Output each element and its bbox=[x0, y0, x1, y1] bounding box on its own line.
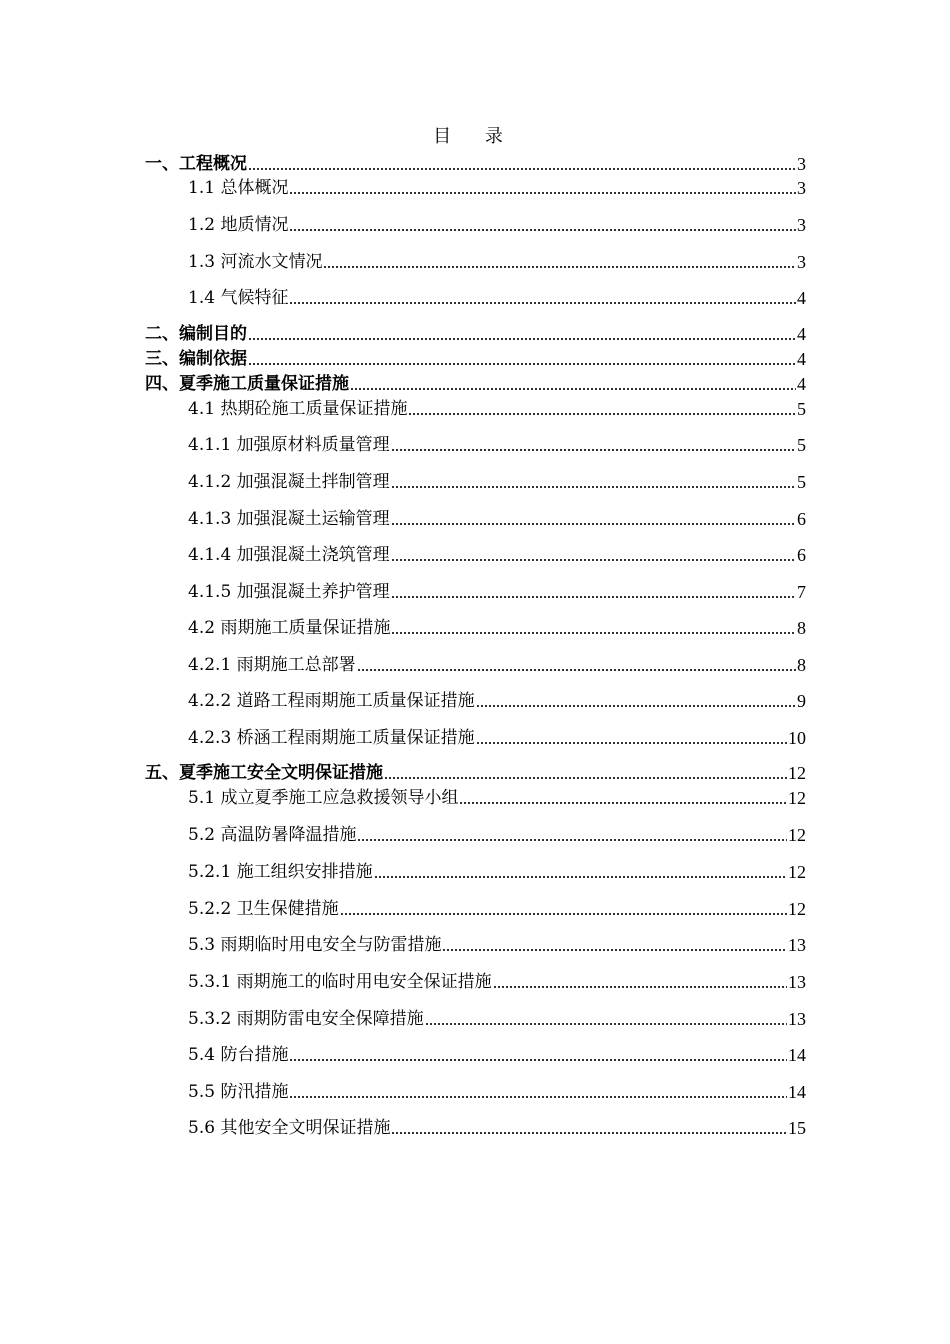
toc-dot-leader bbox=[391, 523, 796, 525]
toc-dot-leader bbox=[391, 559, 796, 561]
toc-dot-leader bbox=[374, 876, 787, 878]
toc-dot-leader bbox=[340, 913, 787, 915]
toc-entry[interactable] bbox=[145, 372, 806, 394]
toc-entry-title: 五、夏季施工安全文明保证措施 bbox=[145, 763, 383, 783]
toc-dot-leader bbox=[289, 192, 796, 194]
toc-page-number: 10 bbox=[788, 728, 806, 748]
toc-entry[interactable] bbox=[188, 1080, 806, 1102]
toc-entry[interactable] bbox=[188, 397, 806, 419]
toc-entry[interactable] bbox=[188, 286, 806, 308]
toc-entry[interactable] bbox=[188, 823, 806, 845]
toc-entry-title: 1.3 河流水文情况 bbox=[188, 252, 323, 272]
toc-entry-title: 5.2.1 施工组织安排措施 bbox=[188, 862, 373, 882]
toc-dot-leader bbox=[357, 839, 787, 841]
toc-page-number: 4 bbox=[797, 288, 806, 308]
toc-dot-leader bbox=[442, 949, 787, 951]
toc-title: 目 录 bbox=[433, 126, 517, 147]
toc-entry-title: 5.2.2 卫生保健措施 bbox=[188, 899, 339, 919]
toc-entry-title: 5.1 成立夏季施工应急救援领导小组 bbox=[188, 788, 459, 808]
toc-entry[interactable] bbox=[188, 433, 806, 455]
toc-page-number: 12 bbox=[788, 862, 806, 882]
toc-entry[interactable] bbox=[188, 543, 806, 565]
toc-dot-leader bbox=[248, 363, 796, 365]
toc-entry[interactable] bbox=[188, 970, 806, 992]
toc-entry-title: 4.2.3 桥涵工程雨期施工质量保证措施 bbox=[188, 728, 475, 748]
toc-entry[interactable] bbox=[188, 1007, 806, 1029]
toc-entry-title: 4.2.1 雨期施工总部署 bbox=[188, 655, 356, 675]
toc-entry[interactable] bbox=[188, 689, 806, 711]
toc-dot-leader bbox=[391, 449, 796, 451]
toc-page-number: 6 bbox=[797, 545, 806, 565]
toc-entry-title: 4.1 热期砼施工质量保证措施 bbox=[188, 399, 408, 419]
toc-page-number: 3 bbox=[797, 178, 806, 198]
toc-entry-title: 4.2 雨期施工质量保证措施 bbox=[188, 618, 391, 638]
toc-entry[interactable] bbox=[188, 176, 806, 198]
toc-entry[interactable] bbox=[188, 616, 806, 638]
toc-page-number: 7 bbox=[797, 582, 806, 602]
toc-dot-leader bbox=[323, 266, 796, 268]
toc-dot-leader bbox=[357, 669, 796, 671]
toc-dot-leader bbox=[476, 742, 787, 744]
toc-dot-leader bbox=[289, 1059, 787, 1061]
toc-page-number: 8 bbox=[797, 655, 806, 675]
toc-dot-leader bbox=[248, 168, 796, 170]
toc-entry[interactable] bbox=[188, 897, 806, 919]
toc-page-number: 15 bbox=[788, 1118, 806, 1138]
toc-entry-title: 5.3 雨期临时用电安全与防雷措施 bbox=[188, 935, 442, 955]
toc-page-number: 5 bbox=[797, 435, 806, 455]
toc-entry-title: 二、编制目的 bbox=[145, 324, 247, 344]
toc-page-number: 4 bbox=[797, 374, 806, 394]
toc-entry[interactable] bbox=[145, 347, 806, 369]
toc-entry[interactable] bbox=[188, 860, 806, 882]
toc-page-number: 3 bbox=[797, 215, 806, 235]
toc-dot-leader bbox=[289, 302, 796, 304]
toc-entry-title: 5.6 其他安全文明保证措施 bbox=[188, 1118, 391, 1138]
toc-dot-leader bbox=[459, 802, 787, 804]
toc-entry[interactable] bbox=[145, 761, 806, 783]
toc-page-number: 4 bbox=[797, 324, 806, 344]
toc-dot-leader bbox=[384, 777, 787, 779]
toc-page-number: 8 bbox=[797, 618, 806, 638]
toc-dot-leader bbox=[425, 1023, 787, 1025]
toc-entry-title: 4.2.2 道路工程雨期施工质量保证措施 bbox=[188, 691, 475, 711]
toc-entry[interactable] bbox=[188, 213, 806, 235]
toc-dot-leader bbox=[391, 596, 796, 598]
toc-entry-title: 5.2 高温防暑降温措施 bbox=[188, 825, 357, 845]
toc-entry[interactable] bbox=[188, 1116, 806, 1138]
toc-dot-leader bbox=[493, 986, 787, 988]
toc-page-number: 12 bbox=[788, 899, 806, 919]
toc-dot-leader bbox=[476, 705, 796, 707]
toc-entry-title: 5.5 防汛措施 bbox=[188, 1082, 289, 1102]
toc-page-number: 12 bbox=[788, 763, 806, 783]
toc-dot-leader bbox=[289, 229, 796, 231]
toc-entry[interactable] bbox=[145, 322, 806, 344]
toc-entry-title: 1.4 气候特征 bbox=[188, 288, 289, 308]
toc-page-number: 13 bbox=[788, 935, 806, 955]
toc-entry-title: 三、编制依据 bbox=[145, 349, 247, 369]
toc-entry[interactable] bbox=[188, 1043, 806, 1065]
toc-page-number: 12 bbox=[788, 825, 806, 845]
toc-entry[interactable] bbox=[188, 507, 806, 529]
toc-page-number: 5 bbox=[797, 399, 806, 419]
toc-entry-title: 1.2 地质情况 bbox=[188, 215, 289, 235]
toc-page-number: 14 bbox=[788, 1045, 806, 1065]
toc-entry[interactable] bbox=[188, 470, 806, 492]
toc-entry-title: 一、工程概况 bbox=[145, 154, 247, 174]
toc-page-number: 3 bbox=[797, 252, 806, 272]
toc-entry-title: 4.1.3 加强混凝土运输管理 bbox=[188, 509, 390, 529]
toc-entry[interactable] bbox=[145, 152, 806, 174]
toc-page-number: 3 bbox=[797, 154, 806, 174]
toc-entry[interactable] bbox=[188, 933, 806, 955]
toc-dot-leader bbox=[248, 338, 796, 340]
toc-entry-title: 4.1.5 加强混凝土养护管理 bbox=[188, 582, 390, 602]
toc-dot-leader bbox=[391, 632, 796, 634]
toc-entry-title: 4.1.1 加强原材料质量管理 bbox=[188, 435, 390, 455]
toc-entry[interactable] bbox=[188, 726, 806, 748]
toc-entry-title: 4.1.4 加强混凝土浇筑管理 bbox=[188, 545, 390, 565]
toc-page-number: 5 bbox=[797, 472, 806, 492]
toc-dot-leader bbox=[408, 413, 796, 415]
toc-dot-leader bbox=[391, 486, 796, 488]
toc-entry-title: 四、夏季施工质量保证措施 bbox=[145, 374, 349, 394]
toc-entry-title: 5.4 防台措施 bbox=[188, 1045, 289, 1065]
toc-page-number: 6 bbox=[797, 509, 806, 529]
toc-entry-title: 1.1 总体概况 bbox=[188, 178, 289, 198]
toc-dot-leader bbox=[350, 388, 796, 390]
toc-page-number: 13 bbox=[788, 1009, 806, 1029]
toc-dot-leader bbox=[391, 1132, 787, 1134]
toc-entry-title: 5.3.1 雨期施工的临时用电安全保证措施 bbox=[188, 972, 492, 992]
toc-entry[interactable] bbox=[188, 580, 806, 602]
toc-page-number: 12 bbox=[788, 788, 806, 808]
toc-entry[interactable] bbox=[188, 786, 806, 808]
toc-entry-title: 4.1.2 加强混凝土拌制管理 bbox=[188, 472, 390, 492]
toc-page-number: 4 bbox=[797, 349, 806, 369]
toc-entry[interactable] bbox=[188, 653, 806, 675]
toc-page-number: 13 bbox=[788, 972, 806, 992]
toc-page-number: 9 bbox=[797, 691, 806, 711]
toc-entry[interactable] bbox=[188, 250, 806, 272]
toc-dot-leader bbox=[289, 1096, 787, 1098]
toc-page-number: 14 bbox=[788, 1082, 806, 1102]
toc-entry-title: 5.3.2 雨期防雷电安全保障措施 bbox=[188, 1009, 424, 1029]
